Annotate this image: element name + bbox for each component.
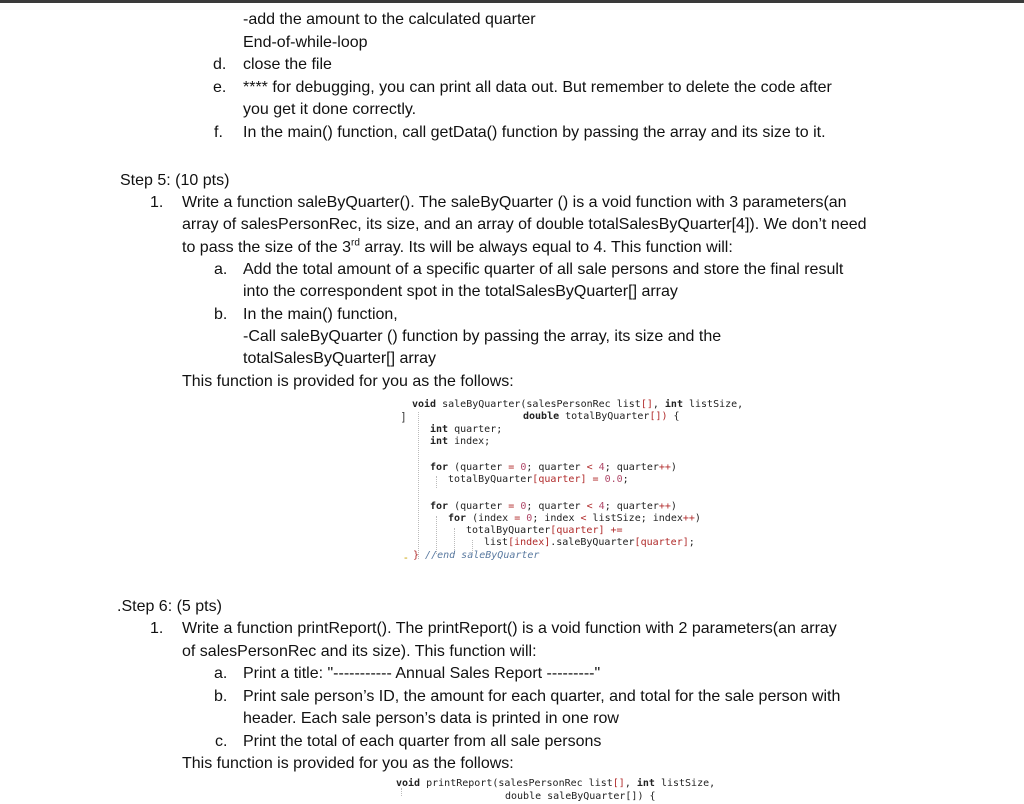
indent-guide	[436, 476, 437, 488]
text-line: Write a function saleByQuarter(). The saleByQuarter () is a void function with 3 parameters(an	[182, 194, 847, 211]
code-line	[430, 424, 502, 437]
code-keyword: int	[430, 436, 449, 447]
code-token: <	[586, 462, 593, 473]
code-number: 0	[520, 501, 527, 512]
code-token: <	[580, 513, 587, 524]
text-line: Print the total of each quarter from all sale persons	[243, 733, 602, 750]
code-token: (salesPersonRec list	[520, 399, 641, 410]
text-line: Print a title: "----------- Annual Sales Report ---------"	[243, 665, 601, 682]
step5-heading: Step 5: (10 pts)	[120, 172, 230, 189]
list-label: f.	[214, 124, 223, 141]
code-token: ++	[658, 462, 671, 473]
code-token: printReport	[420, 778, 493, 789]
code-token: ;	[688, 537, 695, 548]
code-line	[413, 550, 539, 563]
code-token: (index	[466, 513, 515, 524]
code-token: ; quarter	[526, 462, 587, 473]
text-line: Print sale person’s ID, the amount for each quarter, and total for the sale person with	[243, 688, 841, 705]
code-number: 0.0	[604, 474, 623, 485]
code-number: 0	[520, 462, 527, 473]
code-token: [quarter]	[634, 537, 689, 548]
list-label: c.	[215, 733, 228, 750]
code-keyword: int	[636, 778, 655, 789]
code-token: [quarter]	[550, 525, 605, 536]
text-line: totalSalesByQuarter[] array	[243, 350, 436, 367]
code-token: []	[640, 399, 653, 410]
code-number: 4	[598, 462, 605, 473]
text-line: Write a function printReport(). The printReport() is a void function with 2 parameters(an array	[182, 620, 837, 637]
code-line	[396, 778, 715, 791]
code-line	[430, 436, 490, 449]
code-token: (salesPersonRec list	[492, 778, 613, 789]
code-token: listSize; index	[586, 513, 683, 524]
list-label: b.	[214, 688, 228, 705]
code-token: saleByQuarter	[436, 399, 521, 410]
list-label: a.	[214, 261, 228, 278]
code-token: ; quarter	[604, 462, 659, 473]
indent-guide	[418, 412, 419, 559]
text-line: Add the total amount of a specific quarter of all sale persons and store the final result	[243, 261, 844, 278]
code-token: }	[413, 550, 420, 561]
code-keyword: double	[523, 411, 560, 422]
code-line	[412, 399, 743, 412]
text-line: This function is provided for you as the follows:	[182, 373, 514, 390]
code-token: .saleByQuarter	[550, 537, 635, 548]
code-token: ; quarter	[604, 501, 659, 512]
code-token: =	[508, 501, 515, 512]
code-token: =	[592, 474, 599, 485]
code-keyword: for	[430, 462, 449, 473]
text-run: array. Its will be always equal to 4. This function will:	[359, 239, 733, 256]
code-token: +=	[610, 525, 623, 536]
code-keyword: void	[412, 399, 437, 410]
text-line: -add the amount to the calculated quarter	[243, 11, 536, 28]
code-token: ; quarter	[526, 501, 587, 512]
code-line	[466, 525, 623, 538]
code-token: ++	[658, 501, 671, 512]
code-token: [quarter]	[532, 474, 587, 485]
code-token: ,	[652, 399, 665, 410]
code-number: 0	[526, 513, 533, 524]
code-keyword: for	[448, 513, 467, 524]
code-line	[523, 411, 680, 424]
text-line: of salesPersonRec and its size). This function will:	[182, 643, 537, 660]
code-token: {	[667, 411, 680, 422]
text-line: array of salesPersonRec, its size, and an array of double totalSalesByQuarter[4]). We don’t need	[182, 216, 867, 233]
code-token: quarter;	[448, 424, 503, 435]
list-label: a.	[214, 665, 228, 682]
code-token: [index]	[508, 537, 551, 548]
text-line: you get it done correctly.	[243, 101, 417, 118]
code-number: 4	[598, 501, 605, 512]
code-token: ,	[624, 778, 637, 789]
code-line	[430, 462, 677, 475]
code-token: )	[670, 462, 677, 473]
code-token: )	[670, 501, 677, 512]
text-run: to pass the size of the 3	[182, 239, 351, 256]
code-token: listSize,	[682, 399, 744, 410]
top-border	[0, 0, 1024, 3]
text-line: This function is provided for you as the follows:	[182, 755, 514, 772]
code-token: =	[514, 513, 521, 524]
code-token: (quarter	[448, 501, 509, 512]
code-keyword: for	[430, 501, 449, 512]
code-token: ++	[682, 513, 695, 524]
code-line-clipped: double saleByQuarter[]) {	[505, 791, 656, 802]
list-number: 1.	[150, 194, 164, 211]
code-token: [])	[649, 411, 668, 422]
code-token: list	[484, 537, 509, 548]
text-line: End-of-while-loop	[243, 34, 368, 51]
text-line: into the correspondent spot in the totalSalesByQuarter[] array	[243, 283, 678, 300]
indent-guide	[436, 516, 437, 554]
code-line	[448, 513, 701, 526]
code-token: =	[508, 462, 515, 473]
code-token: totalByQuarter	[448, 474, 533, 485]
text-line: -Call saleByQuarter () function by passing the array, its size and the	[243, 328, 722, 345]
code-token: listSize,	[654, 778, 716, 789]
text-line	[182, 237, 733, 259]
list-label: b.	[214, 306, 228, 323]
code-token: []	[612, 778, 625, 789]
step6-heading: .Step 6: (5 pts)	[117, 598, 222, 615]
list-label: e.	[213, 79, 227, 96]
text-line: **** for debugging, you can print all data out. But remember to delete the code after	[243, 79, 832, 96]
superscript: rd	[351, 237, 360, 249]
gutter-marker: -	[404, 552, 408, 564]
list-label: d.	[213, 56, 227, 73]
code-keyword: int	[664, 399, 683, 410]
code-keyword: void	[396, 778, 421, 789]
text-line: In the main() function,	[243, 306, 398, 323]
code-token: (quarter	[448, 462, 509, 473]
code-token: ; index	[532, 513, 581, 524]
code-keyword: int	[430, 424, 449, 435]
code-token: index;	[448, 436, 491, 447]
code-token: <	[586, 501, 593, 512]
code-token: totalByQuarter	[559, 411, 650, 422]
text-line: close the file	[243, 56, 332, 73]
text-line: header. Each sale person’s data is printed in one row	[243, 710, 619, 727]
code-line	[484, 537, 695, 550]
code-line	[430, 501, 677, 514]
gutter-marker: ]	[402, 411, 406, 423]
code-line	[448, 474, 629, 487]
code-token: ;	[622, 474, 629, 485]
code-token: )	[694, 513, 701, 524]
text-line: In the main() function, call getData() function by passing the array and its size to it.	[243, 124, 826, 141]
code-token: totalByQuarter	[466, 525, 551, 536]
list-number: 1.	[150, 620, 164, 637]
code-comment: //end saleByQuarter	[419, 550, 540, 561]
